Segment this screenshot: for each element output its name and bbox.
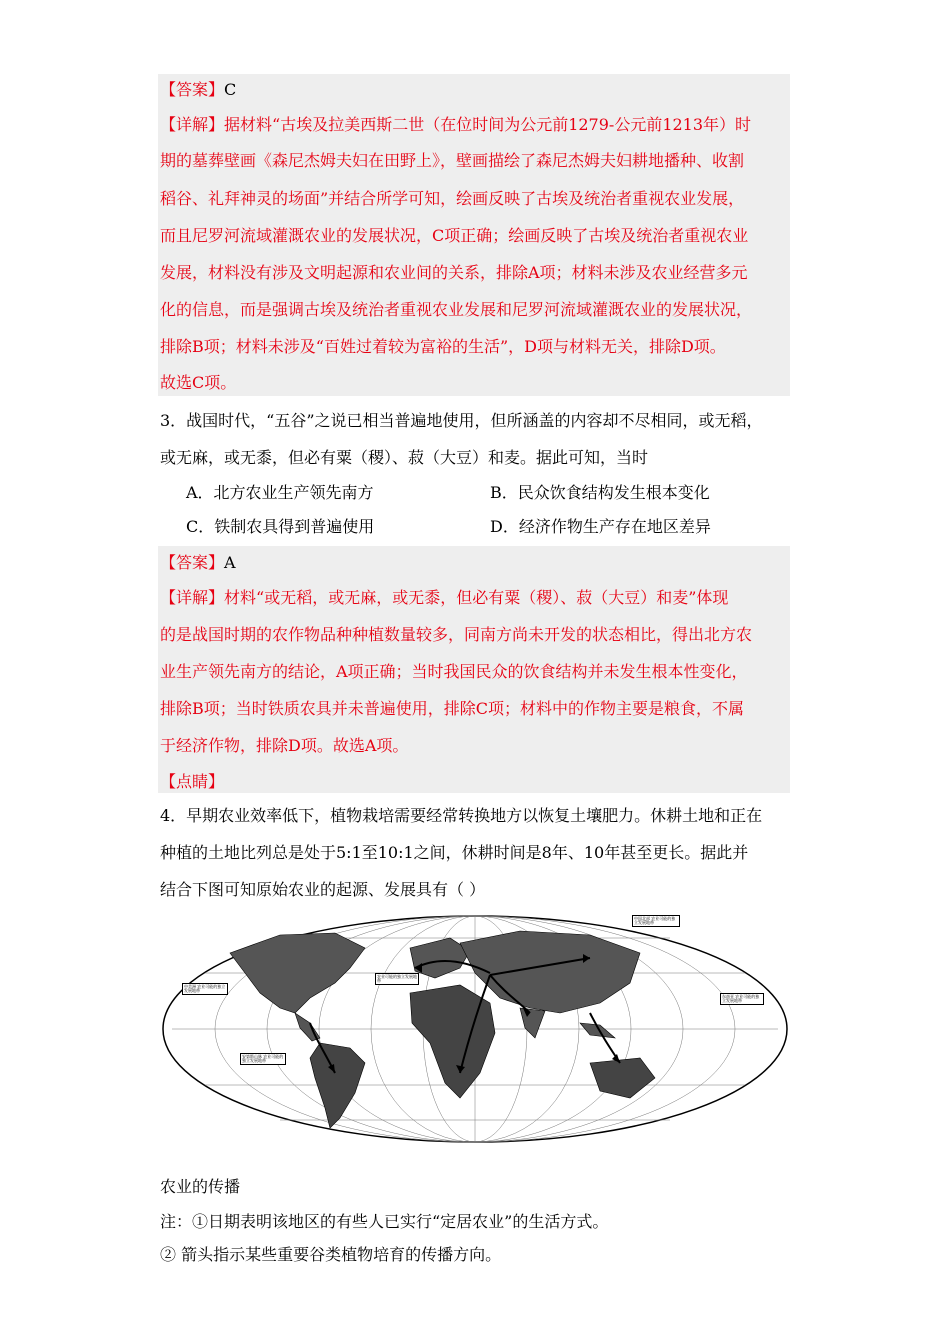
figure-note-2: ② 箭头指示某些重要谷类植物培育的传播方向。 (160, 1245, 502, 1264)
q2-detail-line-4: 而且尼罗河流域灌溉农业的发展状况，C项正确；绘画反映了古埃及统治者重视农业 (160, 226, 749, 245)
map-note-north-china: 中国北部 农业可能的独立发展地带 (632, 915, 680, 927)
figure-note-1: 注：①日期表明该地区的有些人已实行“定居农业”的生活方式。 (160, 1212, 609, 1231)
figure-caption: 农业的传播 (160, 1177, 241, 1196)
q3-point-label: 【点睛】 (160, 772, 225, 791)
q4-stem-line-3: 结合下图可知原始农业的起源、发展具有（ ） (160, 880, 486, 899)
q4-stem-line-1: 4．早期农业效率低下，植物栽培需要经常转换地方以恢复土壤肥力。休耕土地和正在 (160, 806, 763, 825)
q2-answer-line (160, 80, 236, 100)
map-note-southeast-asia: 东南亚 农业可能的独立发展地带 (720, 993, 764, 1005)
q3-stem-line-2: 或无麻，或无黍，但必有粟（稷）、菽（大豆）和麦。据此可知，当时 (160, 448, 649, 467)
detail-label: 【详解】 (160, 115, 225, 134)
q3-detail-line-2: 的是战国时期的农作物品种种植数量较多，同南方尚未开发的状态相比，得出北方农 (160, 625, 753, 644)
q3-option-b[interactable]: B．民众饮食结构发生根本变化 (490, 483, 710, 502)
answer-label: 【答案】 (160, 80, 225, 99)
map-note-mesoamerica: 中美洲 农业可能的独立发展地带 (182, 983, 228, 995)
q2-detail-line-5: 发展，材料没有涉及文明起源和农业间的关系，排除A项；材料未涉及农业经营多元 (160, 263, 748, 282)
q3-detail-line-3: 业生产领先南方的结论，A项正确；当时我国民众的饮食结构并未发生根本性变化， (160, 662, 748, 681)
map-note-andes: 安第斯山脉 农业可能的独立发展地带 (240, 1053, 286, 1065)
detail-label: 【详解】 (160, 588, 225, 607)
q3-answer-line (160, 553, 236, 573)
q3-option-d[interactable]: D．经济作物生产存在地区差异 (490, 517, 711, 536)
q3-detail-line-5: 于经济作物，排除D项。故选A项。 (160, 736, 409, 755)
q2-detail-line-1 (160, 115, 751, 135)
q4-stem-line-2: 种植的土地比列总是处于5:1至10:1之间，休耕时间是8年、10年甚至更长。据此并 (160, 843, 749, 862)
detail-text: 据材料“古埃及拉美西斯二世（在位时间为公元前1279-公元前1213年）时 (224, 115, 752, 134)
q3-option-c[interactable]: C．铁制农具得到普遍使用 (186, 517, 375, 536)
q3-detail-line-1 (160, 588, 728, 608)
map-note-middle-east: 农业可能的独立发展地带 (377, 974, 417, 983)
detail-text: 材料“或无稻，或无麻，或无黍，但必有粟（稷）、菽（大豆）和麦”体现 (224, 588, 729, 607)
q3-option-a[interactable]: A．北方农业生产领先南方 (186, 483, 374, 502)
answer-label: 【答案】 (160, 553, 225, 572)
world-map-illustration (160, 913, 790, 1145)
agriculture-spread-map (160, 913, 790, 1145)
answer-value: C (224, 80, 237, 99)
answer-value: A (224, 553, 236, 572)
q3-detail-line-4: 排除B项；当时铁质农具并未普遍使用，排除C项；材料中的作物主要是粮食，不属 (160, 699, 745, 718)
q2-detail-line-7: 排除B项；材料未涉及“百姓过着较为富裕的生活”，D项与材料无关，排除D项。 (160, 337, 726, 356)
q2-detail-line-8: 故选C项。 (160, 373, 237, 392)
q2-detail-line-3: 稻谷、礼拜神灵的场面”并结合所学可知，绘画反映了古埃及统治者重视农业发展， (160, 189, 745, 208)
q2-detail-line-2: 期的墓葬壁画《森尼杰姆夫妇在田野上》，壁画描绘了森尼杰姆夫妇耕地播种、收割 (160, 151, 745, 170)
q2-detail-line-6: 化的信息，而是强调古埃及统治者重视农业发展和尼罗河流域灌溉农业的发展状况， (160, 300, 753, 319)
q3-stem-line-1: 3．战国时代，“五谷”之说已相当普遍地使用，但所涵盖的内容却不尽相同，或无稻， (160, 411, 763, 430)
